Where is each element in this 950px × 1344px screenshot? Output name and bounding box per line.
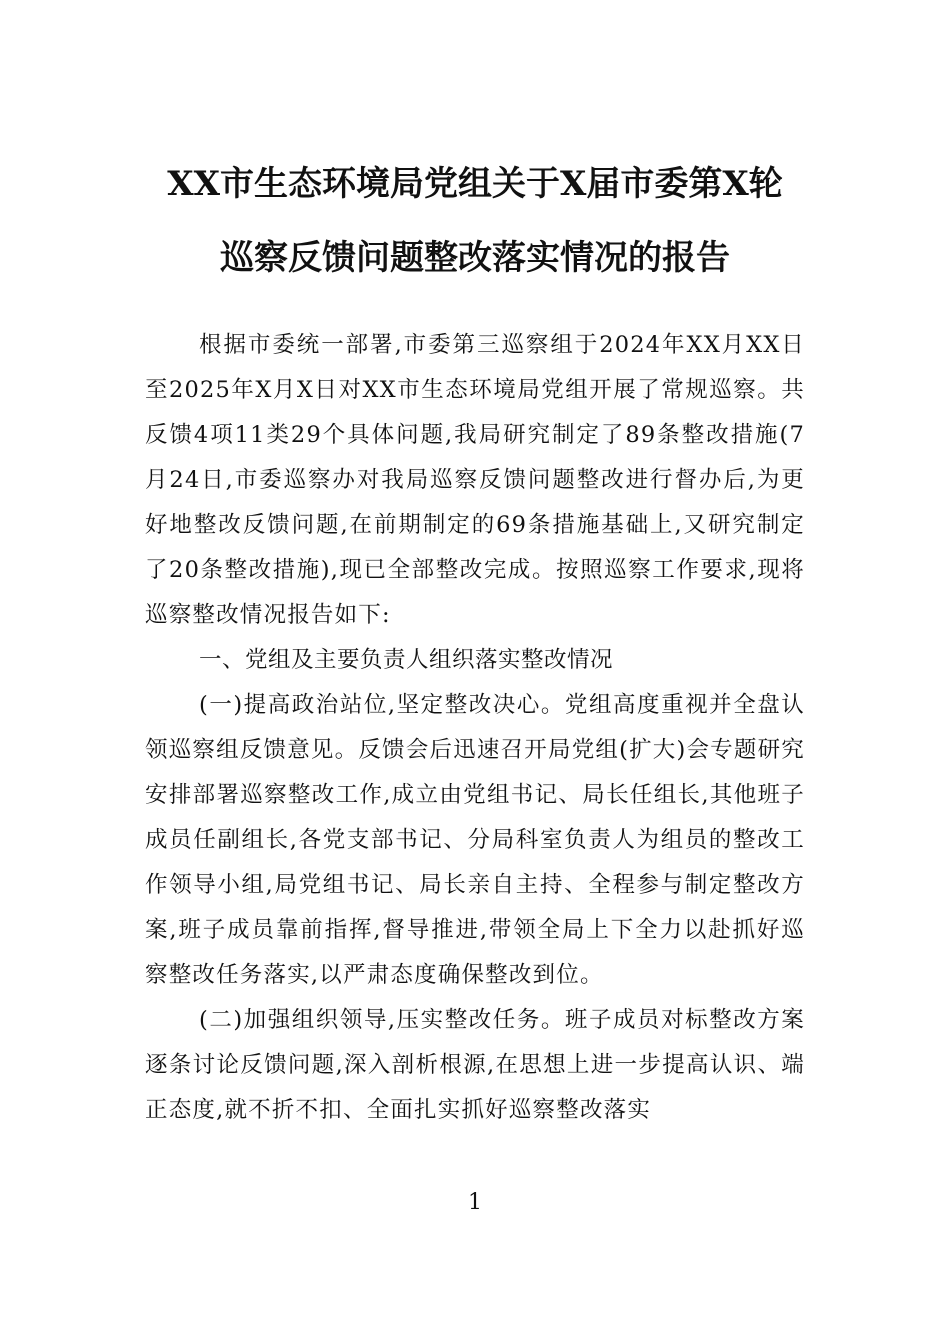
- subsection-lead-2: (二)加强组织领导,压实整改任务。: [199, 1007, 565, 1033]
- document-title: [120, 147, 830, 295]
- document-body: [145, 323, 805, 1133]
- subsection-paragraph-1: [145, 683, 805, 998]
- subsection-text-2: 班子成员对标整改方案逐条讨论反馈问题,深入剖析根源,在思想上进一步提高认识、端正态度,就不折不扣、全面扎实抓好巡察整改落实: [145, 1007, 805, 1123]
- page-number: 1: [468, 1190, 482, 1215]
- section-heading-1: 一、党组及主要负责人组织落实整改情况: [199, 647, 614, 673]
- title-line-2: 巡察反馈问题整改落实情况的报告: [220, 238, 730, 278]
- title-line-1: XX市生态环境局党组关于X届市委第X轮: [167, 164, 783, 204]
- subsection-text-1: 党组高度重视并全盘认领巡察组反馈意见。反馈会后迅速召开局党组(扩大)会专题研究安排部署巡察整改工作,成立由党组书记、局长任组长,其他班子成员任副组长,各党支部书记、分局科室负责人为组员的整改工作领导小组,局党组书记、局长亲自主持、全程参与制定整改方案,班子成员靠前指挥,督导推进,带领全局上下全力以赴抓好巡察整改任务落实,以严肃态度确保整改到位。: [145, 692, 805, 988]
- subsection-paragraph-2: [145, 998, 805, 1133]
- intro-paragraph: 根据市委统一部署,市委第三巡察组于2024年XX月XX日至2025年X月X日对XX市生态环境局党组开展了常规巡察。共反馈4项11类29个具体问题,我局研究制定了89条整改措施(7月24日,市委巡察办对我局巡察反馈问题整改进行督办后,为更好地整改反馈问题,在前期制定的69条措施基础上,又研究制定了20条整改措施),现已全部整改完成。按照巡察工作要求,现将巡察整改情况报告如下:: [145, 332, 805, 628]
- subsection-lead-1: (一)提高政治站位,坚定整改决心。: [199, 692, 565, 718]
